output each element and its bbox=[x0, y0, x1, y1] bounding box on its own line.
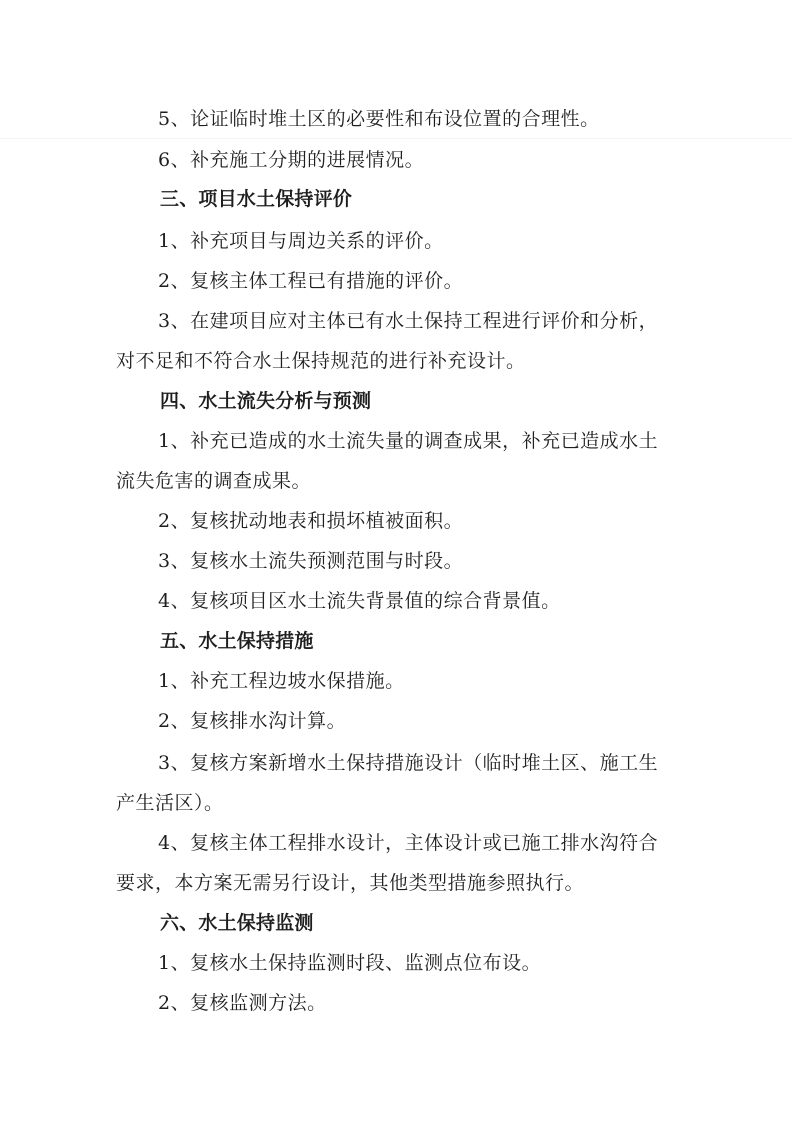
section-3-heading: 三、项目水土保持评价 bbox=[160, 188, 353, 210]
section-3-item-2: 2、复核主体工程已有措施的评价。 bbox=[158, 270, 464, 292]
scan-bleed-line bbox=[0, 138, 793, 139]
section-6-item-1: 1、复核水土保持监测时段、监测点位布设。 bbox=[158, 952, 542, 974]
section-3-item-3-line-1: 3、在建项目应对主体已有水土保持工程进行评价和分析， bbox=[158, 310, 659, 332]
section-4-heading: 四、水土流失分析与预测 bbox=[160, 390, 372, 412]
section-5-item-4-line-2: 要求，本方案无需另行设计，其他类型措施参照执行。 bbox=[116, 872, 585, 894]
section-5-heading: 五、水土保持措施 bbox=[160, 630, 314, 652]
section-4-item-3: 3、复核水土流失预测范围与时段。 bbox=[158, 550, 464, 572]
section-4-item-4: 4、复核项目区水土流失背景值的综合背景值。 bbox=[158, 590, 561, 612]
section-6-item-2: 2、复核监测方法。 bbox=[158, 992, 327, 1014]
section-4-item-1-line-1: 1、补充已造成的水土流失量的调查成果，补充已造成水土 bbox=[158, 430, 659, 452]
section-6-heading: 六、水土保持监测 bbox=[160, 912, 314, 934]
section-5-item-2: 2、复核排水沟计算。 bbox=[158, 710, 347, 732]
section-5-item-3-line-2: 产生活区）。 bbox=[116, 792, 224, 814]
item-5-temp-soil-area: 5、论证临时堆土区的必要性和布设位置的合理性。 bbox=[158, 108, 600, 130]
section-4-item-2: 2、复核扰动地表和损坏植被面积。 bbox=[158, 510, 464, 532]
section-5-item-4-line-1: 4、复核主体工程排水设计，主体设计或已施工排水沟符合 bbox=[158, 832, 659, 854]
section-3-item-3-line-2: 对不足和不符合水土保持规范的进行补充设计。 bbox=[116, 350, 526, 372]
section-3-item-1: 1、补充项目与周边关系的评价。 bbox=[158, 230, 444, 252]
section-4-item-1-line-2: 流失危害的调查成果。 bbox=[116, 470, 312, 492]
section-5-item-3-line-1: 3、复核方案新增水土保持措施设计（临时堆土区、施工生 bbox=[158, 752, 659, 774]
item-6-construction-phases: 6、补充施工分期的进展情况。 bbox=[158, 149, 425, 171]
section-5-item-1: 1、补充工程边坡水保措施。 bbox=[158, 670, 405, 692]
